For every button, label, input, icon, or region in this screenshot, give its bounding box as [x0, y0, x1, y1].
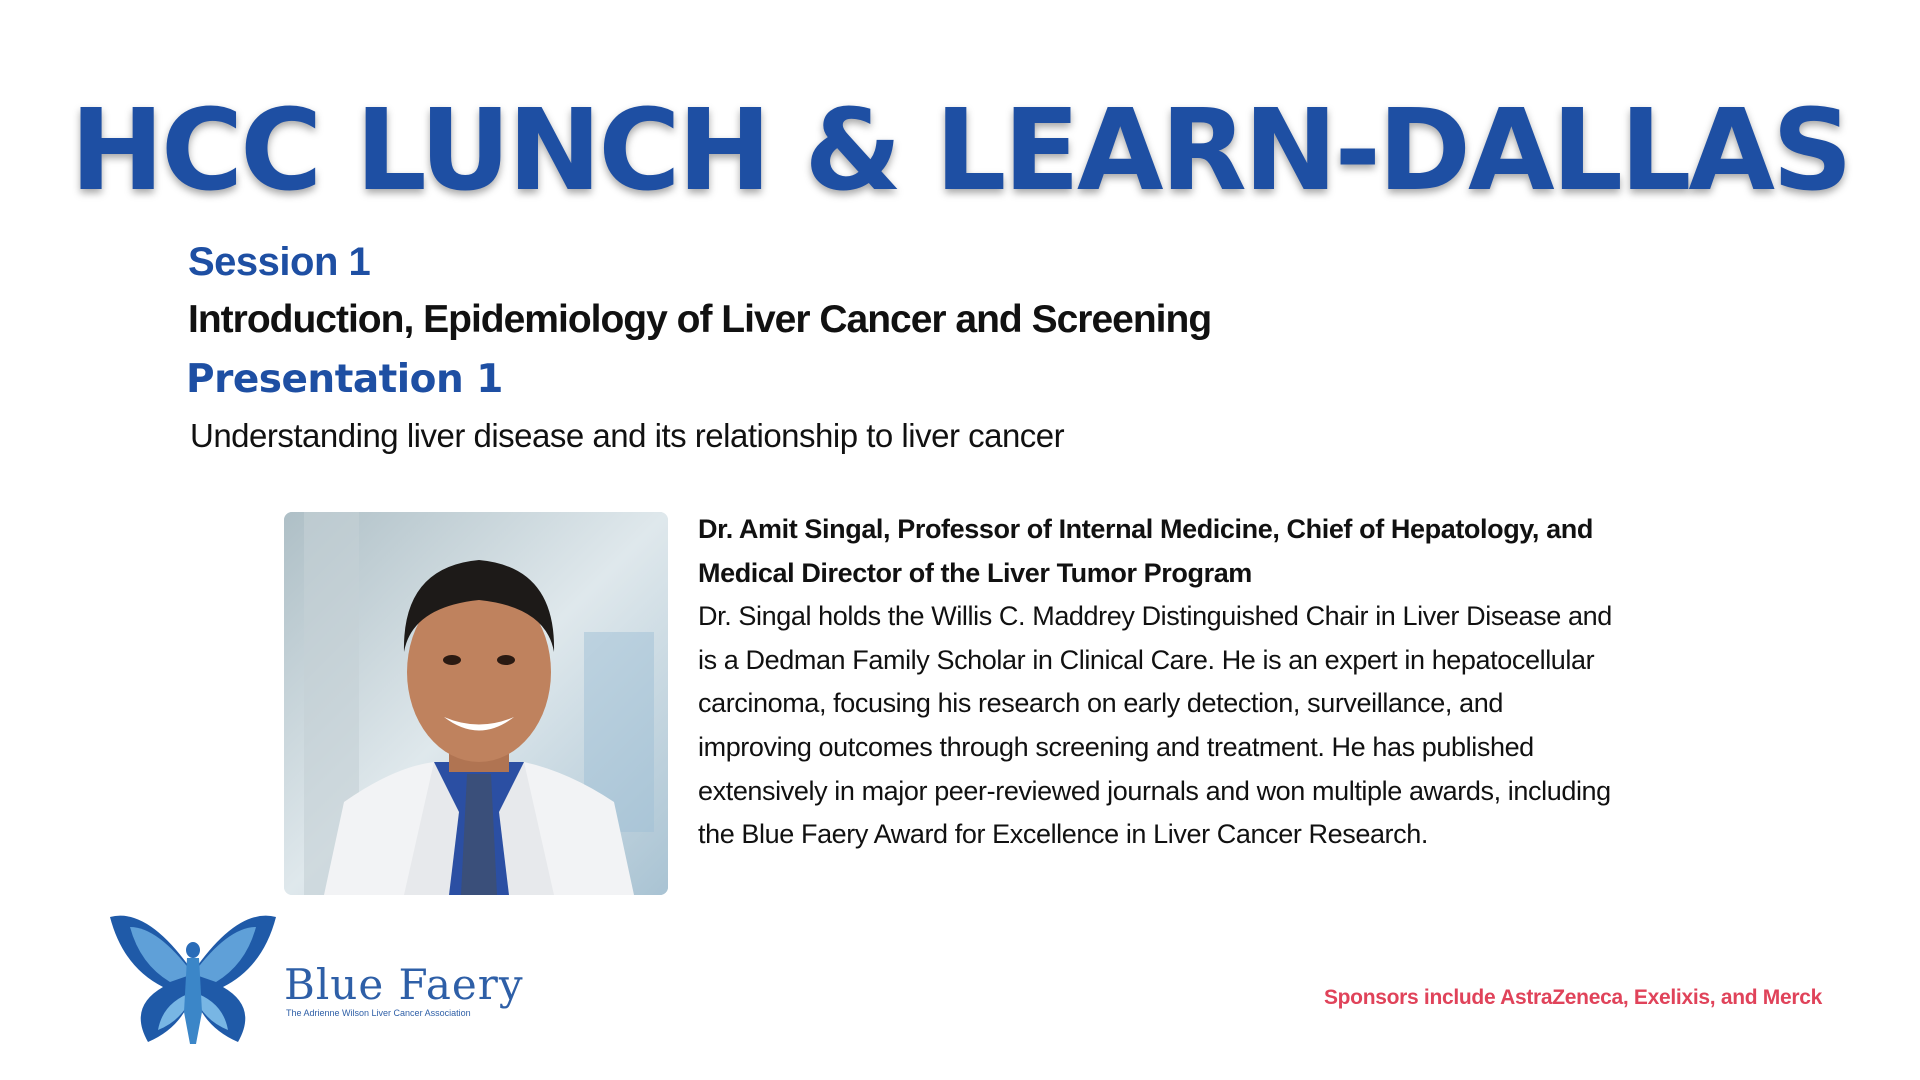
- bio-line: carcinoma, focusing his research on early detection, surveillance, and: [698, 688, 1503, 719]
- main-title: HCC LUNCH & LEARN-DALLAS: [70, 86, 1850, 216]
- speaker-heading-line-2: Medical Director of the Liver Tumor Program: [698, 557, 1252, 588]
- speaker-heading-line-1: Dr. Amit Singal, Professor of Internal Medicine, Chief of Hepatology, and: [698, 514, 1593, 544]
- session-title: Introduction, Epidemiology of Liver Cancer and Screening: [188, 298, 1212, 341]
- session-label: Session 1: [188, 240, 371, 284]
- bio-line: extensively in major peer-reviewed journals and won multiple awards, including: [698, 775, 1611, 806]
- bio-line: Dr. Singal holds the Willis C. Maddrey Distinguished Chair in Liver Disease and: [698, 601, 1612, 632]
- speaker-bio: [698, 508, 1638, 857]
- bio-line: improving outcomes through screening and treatment. He has published: [698, 731, 1534, 762]
- speaker-photo: [284, 512, 668, 895]
- bio-line: the Blue Faery Award for Excellence in Liver Cancer Research.: [698, 819, 1428, 850]
- sponsors-text: Sponsors include AstraZeneca, Exelixis, and Merck: [1323, 986, 1822, 1009]
- presentation-label: Presentation 1: [186, 357, 503, 402]
- logo-name: Blue Faery: [284, 960, 524, 1009]
- blue-faery-logo: [108, 912, 524, 1047]
- bio-line: is a Dedman Family Scholar in Clinical Care. He is an expert in hepatocellular: [698, 644, 1595, 675]
- logo-tagline: The Adrienne Wilson Liver Cancer Association: [286, 1008, 471, 1018]
- presentation-title: Understanding liver disease and its relationship to liver cancer: [190, 417, 1065, 454]
- butterfly-fairy-icon: [108, 912, 278, 1047]
